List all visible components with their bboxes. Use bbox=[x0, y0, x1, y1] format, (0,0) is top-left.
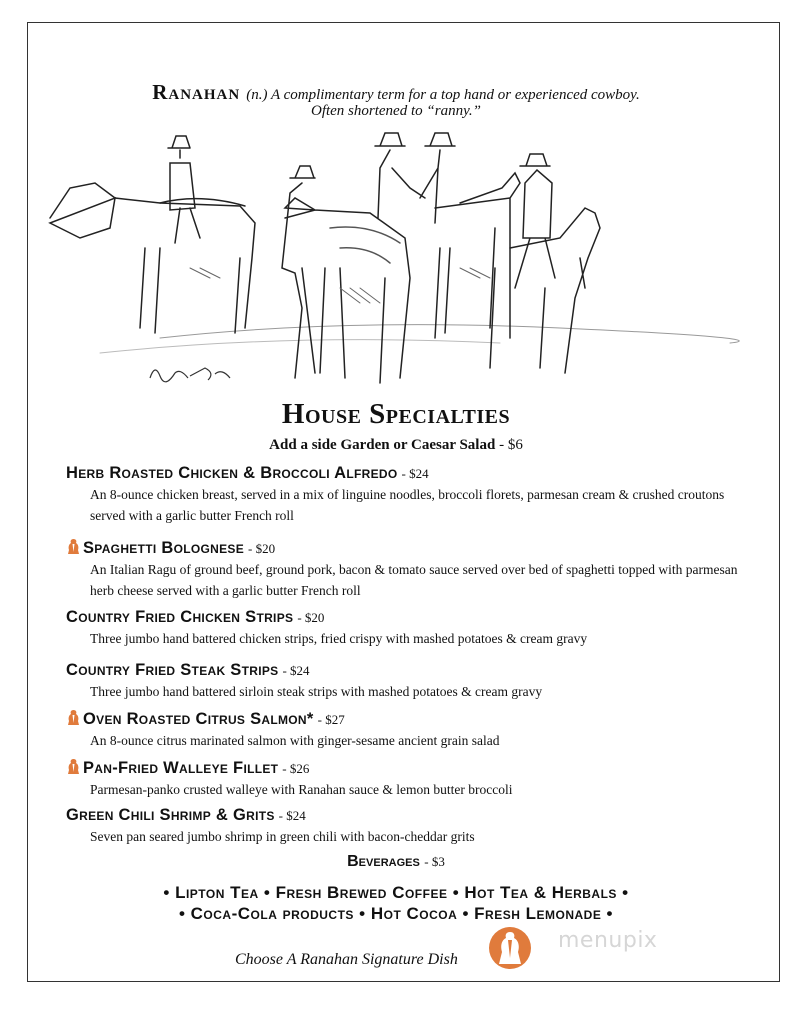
beverages-line-2: • Coca-Cola products • Hot Cocoa • Fresh Lemonade • bbox=[178, 904, 614, 923]
signature-dish-icon bbox=[66, 538, 81, 555]
item-price: - $24 bbox=[282, 663, 310, 678]
item-name: Country Fried Chicken Strips bbox=[66, 608, 294, 626]
cowboys-on-horses-illustration bbox=[40, 128, 740, 398]
item-description: Seven pan seared jumbo shrimp in green chili with bacon-cheddar grits bbox=[90, 829, 475, 844]
signature-dish-icon bbox=[66, 758, 81, 775]
item-description: An 8-ounce chicken breast, served in a mix of linguine noodles, broccoli florets, parmesan cream & crushed croutons served with a garlic butter French roll bbox=[90, 487, 725, 523]
item-description: An Italian Ragu of ground beef, ground pork, bacon & tomato sauce served over bed of spaghetti topped with parmesan herb cheese served with a garlic butter French roll bbox=[90, 562, 738, 598]
menu-item bbox=[66, 709, 746, 751]
definition-line2: Often shortened to “ranny.” bbox=[310, 103, 481, 119]
menu-item bbox=[66, 608, 746, 649]
item-description: An 8-ounce citrus marinated salmon with ginger-sesame ancient grain salad bbox=[90, 733, 500, 748]
section-title: House Specialties bbox=[281, 398, 511, 430]
item-price: - $27 bbox=[317, 712, 345, 727]
menupix-watermark: menupix bbox=[558, 928, 658, 953]
signature-chef-icon bbox=[488, 926, 532, 970]
side-salad-note: Add a side Garden or Caesar Salad - $6 bbox=[269, 437, 523, 453]
item-description: Three jumbo hand battered chicken strips, fried crispy with mashed potatoes & cream gravy bbox=[90, 631, 588, 646]
item-price: - $24 bbox=[401, 466, 429, 481]
item-name: Pan-Fried Walleye Fillet bbox=[83, 759, 279, 777]
menu-item bbox=[66, 538, 746, 601]
ranahan-word: Ranahan bbox=[152, 80, 241, 104]
menu-item bbox=[66, 806, 746, 847]
menu-item bbox=[66, 464, 746, 526]
signature-dish-legend: Choose A Ranahan Signature Dish bbox=[235, 951, 458, 968]
item-name: Country Fried Steak Strips bbox=[66, 661, 279, 679]
beverages-title: Beverages - $3 bbox=[347, 853, 445, 870]
menu-item bbox=[66, 758, 746, 800]
item-description: Parmesan-panko crusted walleye with Ranahan sauce & lemon butter broccoli bbox=[90, 782, 513, 797]
beverages-price: - $3 bbox=[424, 854, 445, 869]
header bbox=[0, 80, 792, 120]
definition-line1: (n.) A complimentary term for a top hand or experienced cowboy. bbox=[246, 87, 640, 103]
menu-item bbox=[66, 661, 746, 702]
signature-dish-icon bbox=[66, 709, 81, 726]
item-price: - $20 bbox=[297, 610, 325, 625]
item-price: - $24 bbox=[278, 808, 306, 823]
item-price: - $26 bbox=[282, 761, 310, 776]
item-price: - $20 bbox=[248, 541, 276, 556]
item-name: Herb Roasted Chicken & Broccoli Alfredo bbox=[66, 464, 398, 482]
beverages-line-1: • Lipton Tea • Fresh Brewed Coffee • Hot Tea & Herbals • bbox=[163, 883, 629, 902]
item-name: Oven Roasted Citrus Salmon* bbox=[83, 710, 314, 728]
item-name: Green Chili Shrimp & Grits bbox=[66, 806, 275, 824]
item-name: Spaghetti Bolognese bbox=[83, 539, 244, 557]
item-description: Three jumbo hand battered sirloin steak strips with mashed potatoes & cream gravy bbox=[90, 684, 543, 699]
